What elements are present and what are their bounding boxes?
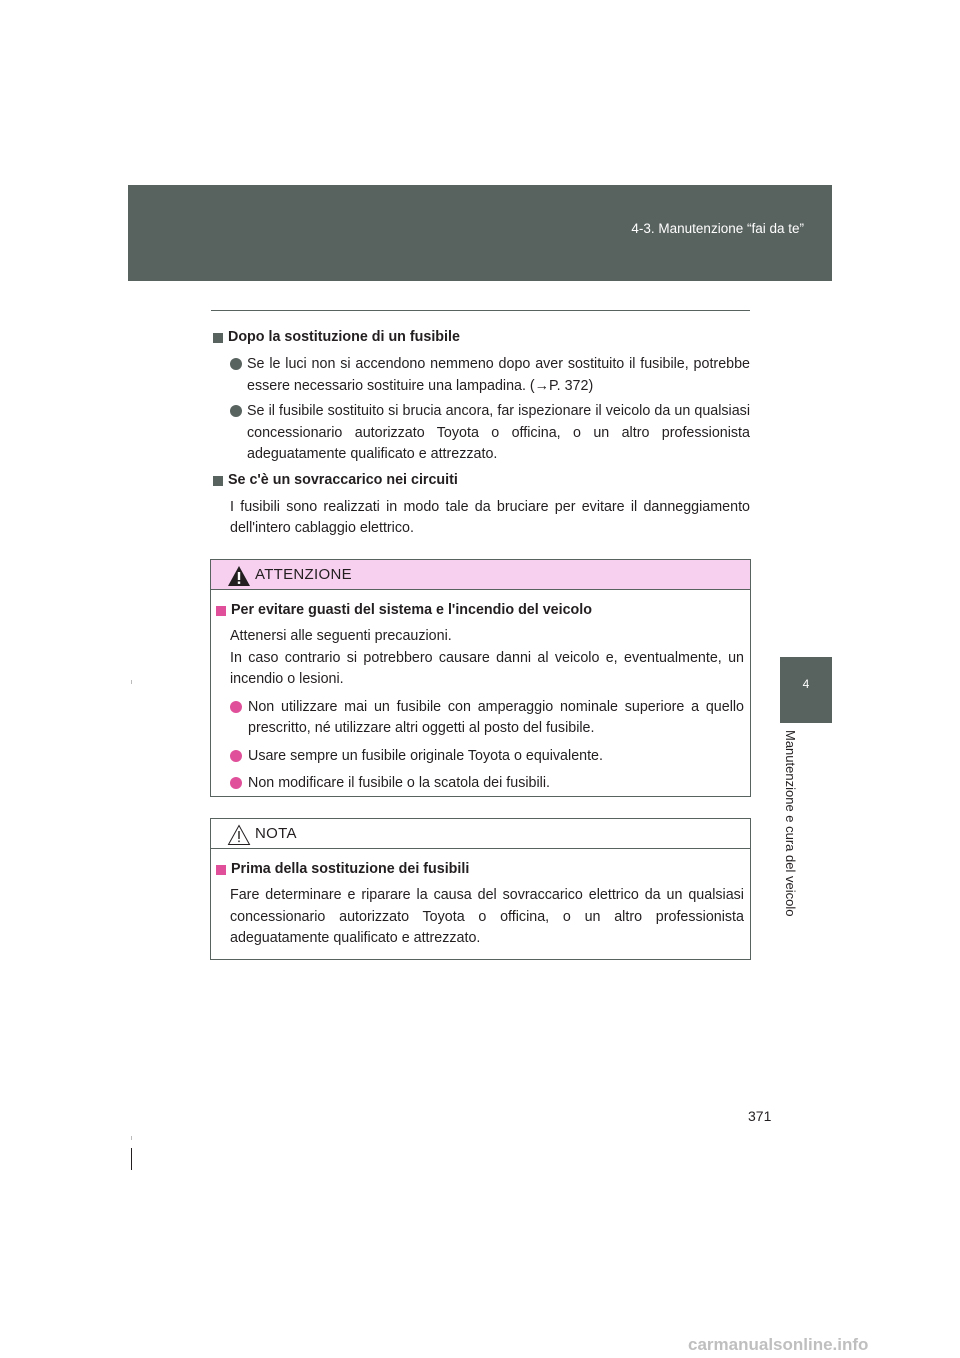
main-content	[213, 326, 750, 540]
chapter-tab	[780, 657, 832, 723]
round-bullet-icon	[230, 701, 242, 713]
notice-title: NOTA	[255, 825, 297, 842]
header-band	[128, 185, 832, 281]
notice-box	[210, 818, 751, 960]
trim-mark	[131, 1136, 132, 1140]
watermark: carmanualsonline.info	[688, 1335, 869, 1354]
chapter-label-text: Manutenzione e cura del veicolo	[783, 730, 798, 917]
round-bullet-icon	[230, 750, 242, 762]
paragraph: Attenersi alle seguenti precauzioni.	[230, 628, 452, 644]
square-bullet-icon	[213, 476, 223, 486]
square-bullet-icon	[216, 606, 226, 616]
section-heading	[213, 469, 750, 493]
section-title: 4-3. Manutenzione “fai da te”	[631, 221, 804, 236]
list-item-text: Se il fusibile sostituito si brucia ancora, far ispezionare il veicolo da un qualsiasi concessionario autorizzato Toyota o officina, o un altro professionista adeguatamente qualificato e attrezzato.	[247, 403, 750, 462]
chapter-number: 4	[802, 677, 810, 691]
page-number: 371	[748, 1108, 772, 1124]
warning-triangle-icon	[227, 565, 251, 587]
square-bullet-icon	[213, 333, 223, 343]
caution-triangle-icon	[227, 824, 251, 846]
paragraph: I fusibili sono realizzati in modo tale da bruciare per evitare il danneggiamento dell'intero cablaggio elettrico.	[230, 498, 750, 536]
notice-heading-text: Prima della sostituzione dei fusibili	[231, 861, 470, 878]
list-item-text: Non utilizzare mai un fusibile con amperaggio nominale superiore a quello prescritto, né utilizzare altri oggetti al posto del fusibile.	[248, 698, 744, 736]
list-item	[213, 354, 750, 397]
round-bullet-icon	[230, 358, 242, 370]
chapter-label	[785, 730, 825, 940]
caution-title: ATTENZIONE	[255, 566, 352, 583]
section-heading	[213, 326, 750, 350]
list-item	[213, 401, 750, 466]
notice-heading	[216, 859, 744, 881]
section-heading-text: Dopo la sostituzione di un fusibile	[228, 329, 460, 346]
caution-box	[210, 559, 751, 797]
trim-mark	[131, 680, 132, 684]
caution-header	[211, 560, 750, 590]
list-item	[216, 773, 744, 795]
list-item-text: Usare sempre un fusibile originale Toyota o equivalente.	[248, 747, 603, 764]
paragraph: In caso contrario si potrebbero causare danni al veicolo e, eventualmente, un incendio o lesioni.	[230, 649, 744, 687]
trim-mark	[131, 1148, 132, 1170]
notice-header	[211, 819, 750, 849]
paragraph: Fare determinare e riparare la causa del sovraccarico elettrico da un qualsiasi concessionario autorizzato Toyota o officina, o un altro professionista adeguatamente qualificato e attrezzato.	[230, 887, 744, 946]
caution-heading-text: Per evitare guasti del sistema e l'incendio del veicolo	[231, 602, 592, 619]
square-bullet-icon	[216, 865, 226, 875]
caution-heading	[216, 600, 744, 622]
notice-body	[211, 849, 750, 962]
section-heading-text: Se c'è un sovraccarico nei circuiti	[228, 471, 458, 488]
round-bullet-icon	[230, 405, 242, 417]
list-item	[216, 697, 744, 740]
list-item-text: Non modificare il fusibile o la scatola dei fusibili.	[248, 775, 550, 791]
list-item	[216, 746, 744, 768]
top-rule	[211, 310, 750, 311]
round-bullet-icon	[230, 777, 242, 789]
caution-body	[211, 590, 750, 807]
list-item-text: Se le luci non si accendono nemmeno dopo aver sostituito il fusibile, potrebbe essere necessario sostituire una lampadina. (→P. 372)	[247, 356, 750, 394]
